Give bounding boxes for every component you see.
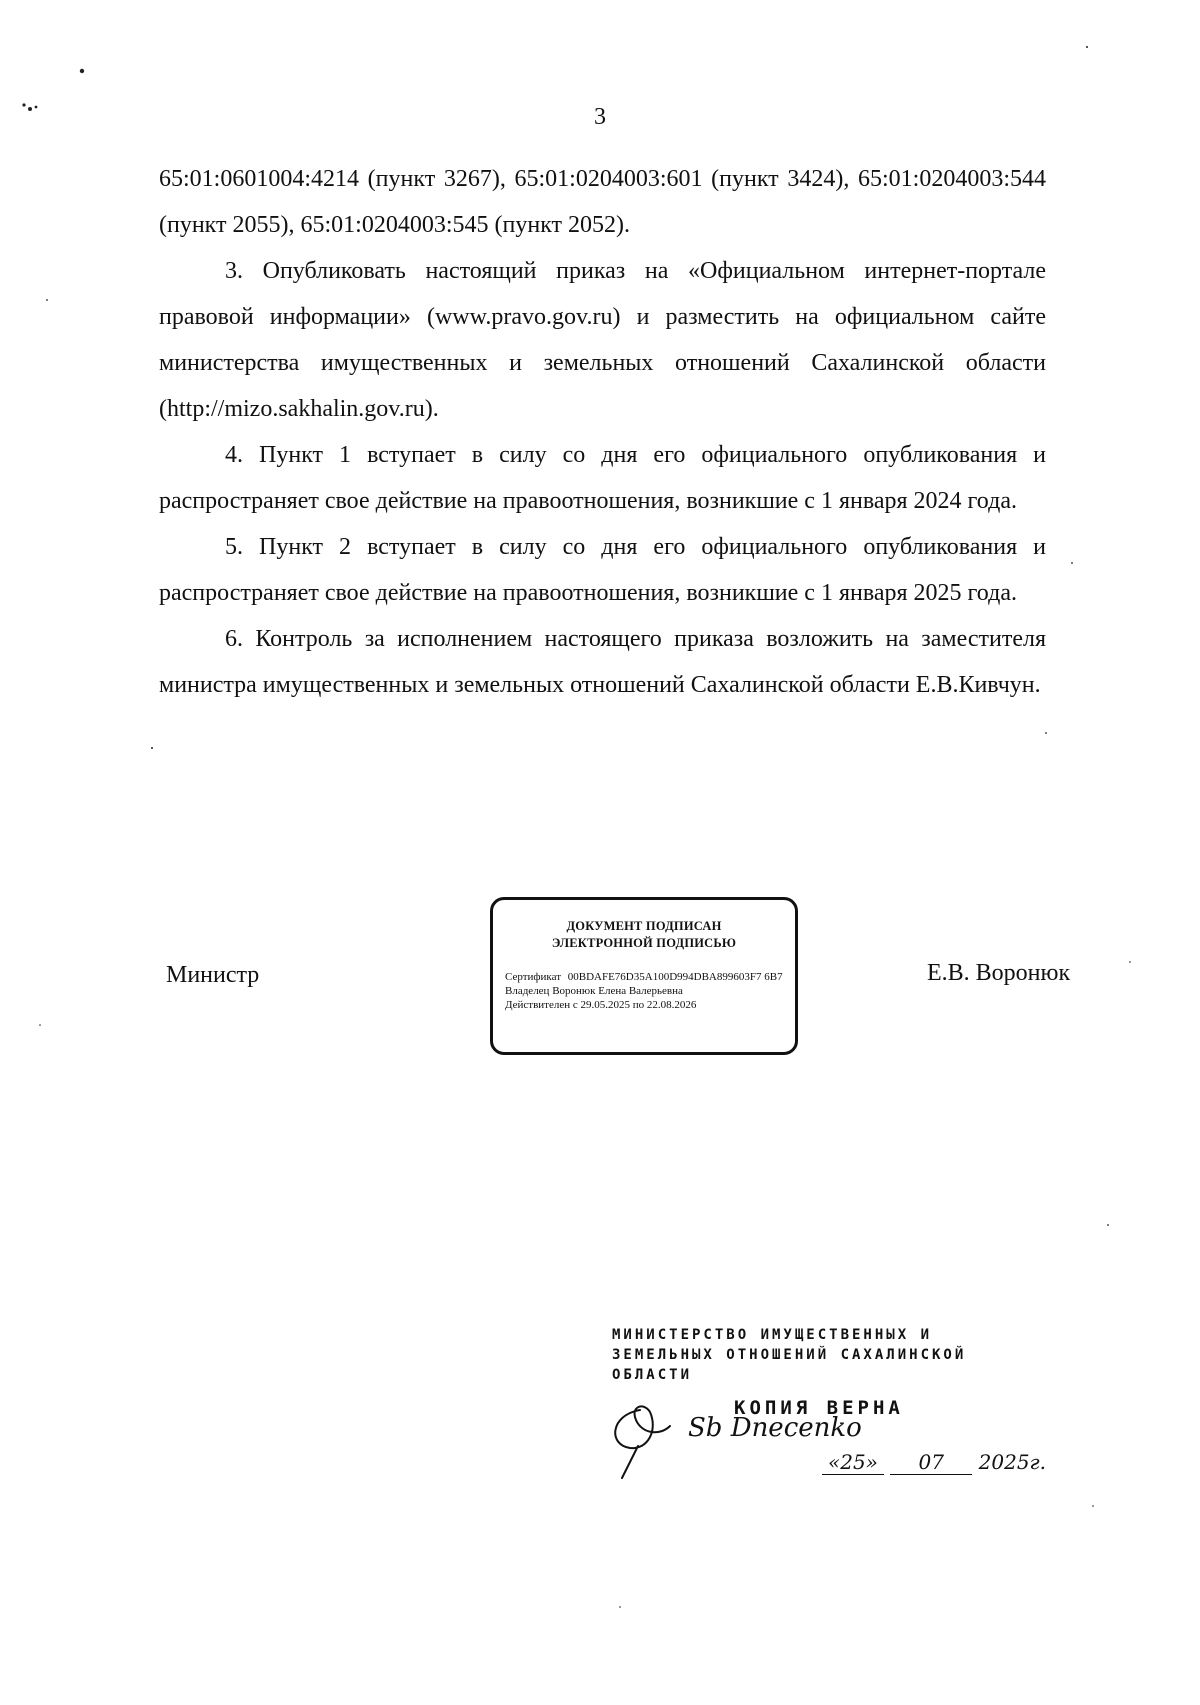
copy-stamp-line: ОБЛАСТИ [612,1367,693,1383]
handwritten-name: Sb Dnecenko [688,1413,862,1443]
stamp-owner: Владелец Воронюк Елена Валерьевна [505,985,683,997]
stamp-validity: Действителен с 29.05.2025 по 22.08.2026 [505,999,697,1011]
stamp-title-line: ЭЛЕКТРОННОЙ ПОДПИСЬЮ [551,936,737,950]
text-line: области Е.В.Кивчун. [829,672,1041,698]
text-line: 65:01:0204003:544 (пункт 2055), 65:01:0204003:545 (пункт 2052). [159,166,1047,238]
copy-stamp-line: ЗЕМЕЛЬНЫХ ОТНОШЕНИЙ САХАЛИНСКОЙ [612,1347,967,1363]
text-line: распространяет свое действие на правоотношения, возникшие с 1 января 2024 [159,488,962,514]
text-line: области (http://mizo.sakhalin.gov.ru). [159,350,1047,422]
text-line: 65:01:0601004:4214 (пункт 3267), 65:01:0204003:601 (пункт 3424), [159,166,850,192]
text-line: 5. Пункт 2 вступает в силу со дня его официального опубликования и [225,534,1046,560]
text-line: заместителя министра имущественных и земельных отношений Сахалинской [159,626,1047,698]
text-line: распространяет свое действие на правоотношения, возникшие с 1 января 2025 [159,580,962,606]
text-line: года. [967,580,1017,606]
signer-role: Министр [166,962,260,988]
certificate-value: 00BDAFE76D35A100D994DBA899603F7 6B7 [567,971,783,983]
copy-verified-label: КОПИЯ ВЕРНА [734,1397,904,1419]
date-day: «25» [822,1450,884,1475]
text-line: сайте министерства имущественных и земельных отношений Сахалинской [159,304,1047,376]
text-line: года. [967,488,1017,514]
signer-name: Е.В. Воронюк [927,960,1071,986]
text-line: правовой информации» (www.pravo.gov.ru) и разместить на официальном [159,304,975,330]
date-year: 2025г. [978,1450,1047,1474]
date-month: 07 [890,1450,972,1475]
copy-stamp-line: МИНИСТЕРСТВО ИМУЩЕСТВЕННЫХ И [612,1327,933,1343]
text-line: 3. Опубликовать настоящий приказ на «Официальном интернет-портале [225,258,1046,284]
certificate-label: Сертификат [505,971,561,983]
text-line: 4. Пункт 1 вступает в силу со дня его официального опубликования и [225,442,1046,468]
text-line: 6. Контроль за исполнением настоящего приказа возложить на [225,626,909,652]
stamp-title-line: ДОКУМЕНТ ПОДПИСАН [566,919,722,933]
page-number: 3 [594,104,606,130]
